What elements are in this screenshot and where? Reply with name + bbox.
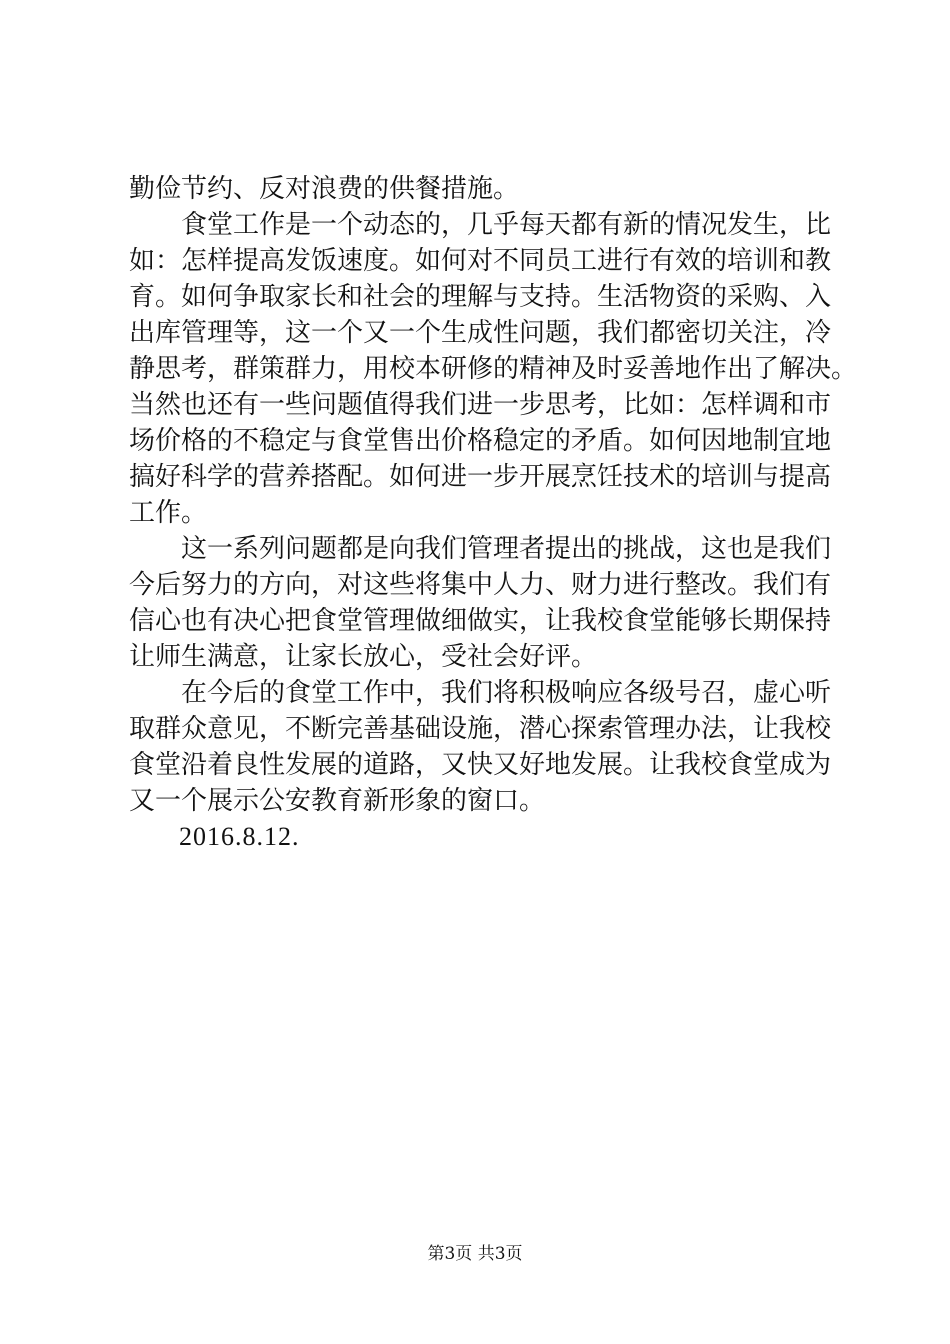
text-line: 搞好科学的营养搭配。如何进一步开展烹饪技术的培训与提高	[129, 462, 832, 492]
text-line: 当然也还有一些问题值得我们进一步思考，比如：怎样调和市	[129, 390, 832, 420]
paragraph-first-line: 这一系列问题都是向我们管理者提出的挑战，这也是我们	[181, 534, 832, 564]
text-line: 静思考，群策群力，用校本研修的精神及时妥善地作出了解决。	[129, 354, 858, 384]
text-line: 出库管理等，这一个又一个生成性问题，我们都密切关注，冷	[129, 318, 832, 348]
paragraph-first-line: 在今后的食堂工作中，我们将积极响应各级号召，虚心听	[181, 678, 832, 708]
text-line: 场价格的不稳定与食堂售出价格稳定的矛盾。如何因地制宜地	[129, 426, 832, 456]
text-line: 勤俭节约、反对浪费的供餐措施。	[129, 174, 520, 204]
text-line: 育。如何争取家长和社会的理解与支持。生活物资的采购、入	[129, 282, 832, 312]
text-line: 信心也有决心把食堂管理做细做实，让我校食堂能够长期保持	[129, 606, 832, 636]
document-body	[129, 171, 858, 855]
text-line: 让师生满意，让家长放心，受社会好评。	[129, 642, 598, 672]
text-line: 工作。	[129, 498, 208, 528]
document-date: 2016.8.12.	[179, 822, 300, 851]
page-number-footer: 第3页 共3页	[427, 1244, 523, 1264]
paragraph-first-line: 食堂工作是一个动态的，几乎每天都有新的情况发生，比	[181, 210, 832, 240]
text-line: 取群众意见，不断完善基础设施，潜心探索管理办法，让我校	[129, 714, 832, 744]
text-line: 今后努力的方向，对这些将集中人力、财力进行整改。我们有	[129, 570, 832, 600]
text-line: 又一个展示公安教育新形象的窗口。	[129, 786, 546, 816]
text-line: 如：怎样提高发饭速度。如何对不同员工进行有效的培训和教	[129, 246, 832, 276]
text-line: 食堂沿着良性发展的道路，又快又好地发展。让我校食堂成为	[129, 750, 832, 780]
